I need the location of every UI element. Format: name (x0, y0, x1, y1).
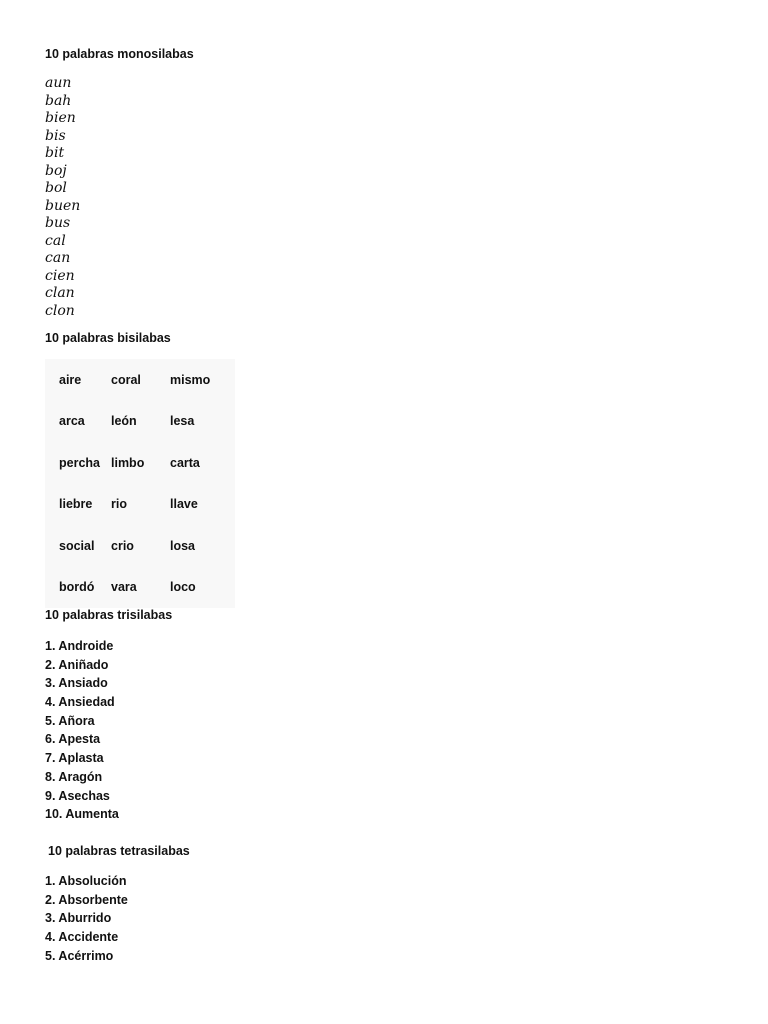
table-cell: llave (170, 497, 198, 512)
table-row (45, 525, 235, 567)
list-item: bis (45, 127, 66, 144)
list-item: 4. Ansiedad (45, 695, 115, 710)
list-item: clon (45, 302, 75, 319)
table-cell: arca (59, 414, 85, 429)
list-item: bol (45, 180, 67, 196)
table-cell: crio (111, 538, 134, 553)
table-cell: liebre (59, 497, 93, 512)
list-item: 8. Aragón (45, 769, 103, 784)
list-item: buen (45, 197, 81, 214)
list-item: 7. Aplasta (45, 751, 104, 766)
table-row (45, 484, 235, 526)
table-row (45, 567, 235, 609)
list-item: 5. Añora (45, 713, 95, 728)
tetrasilabas-list (45, 872, 128, 965)
list-item: 6. Apesta (45, 732, 101, 747)
table-cell: loco (170, 580, 196, 595)
list-item: 2. Aniñado (45, 657, 109, 672)
table-cell: lesa (170, 414, 195, 429)
heading-bisilabas: 10 palabras bisilabas (45, 331, 171, 345)
list-item: 9. Asechas (45, 788, 110, 803)
table-cell: rio (111, 497, 127, 512)
list-item: bit (45, 145, 65, 161)
list-item: 3. Aburrido (45, 911, 112, 926)
table-cell: vara (111, 580, 137, 595)
table-cell: social (59, 538, 95, 553)
list-item: 1. Absolución (45, 874, 127, 888)
table-row (45, 401, 235, 443)
list-item: aun (45, 75, 72, 91)
table-cell: mismo (170, 372, 211, 387)
table-cell: losa (170, 538, 196, 553)
list-item: 2. Absorbente (45, 892, 128, 907)
list-item: bien (45, 110, 76, 126)
list-item: 4. Accidente (45, 930, 119, 945)
list-item: bus (45, 215, 71, 231)
table-cell: carta (170, 455, 200, 470)
table-cell: limbo (111, 455, 145, 470)
monosilabas-list (45, 75, 80, 320)
heading-monosilabas: 10 palabras monosilabas (45, 47, 194, 61)
list-item: 5. Acérrimo (45, 948, 114, 963)
list-item: clan (45, 285, 75, 301)
table-row (45, 442, 235, 484)
list-item: 3. Ansiado (45, 676, 108, 691)
table-cell: león (111, 414, 137, 429)
heading-trisilabas: 10 palabras trisilabas (45, 608, 173, 622)
list-item: 10. Aumenta (45, 807, 119, 822)
trisilabas-list (45, 637, 119, 824)
table-row (45, 359, 235, 401)
table-cell: percha (59, 455, 100, 470)
list-item: can (45, 250, 71, 266)
list-item: bah (45, 92, 72, 109)
table-cell: coral (111, 372, 141, 387)
table-cell: aire (59, 372, 82, 387)
list-item: cal (45, 232, 66, 249)
table-cell: bordó (59, 580, 95, 595)
list-item: cien (45, 267, 75, 284)
heading-tetrasilabas: 10 palabras tetrasilabas (48, 844, 190, 858)
list-item: 1. Androide (45, 639, 114, 653)
bisilabas-table (45, 359, 235, 608)
list-item: boj (45, 162, 67, 179)
